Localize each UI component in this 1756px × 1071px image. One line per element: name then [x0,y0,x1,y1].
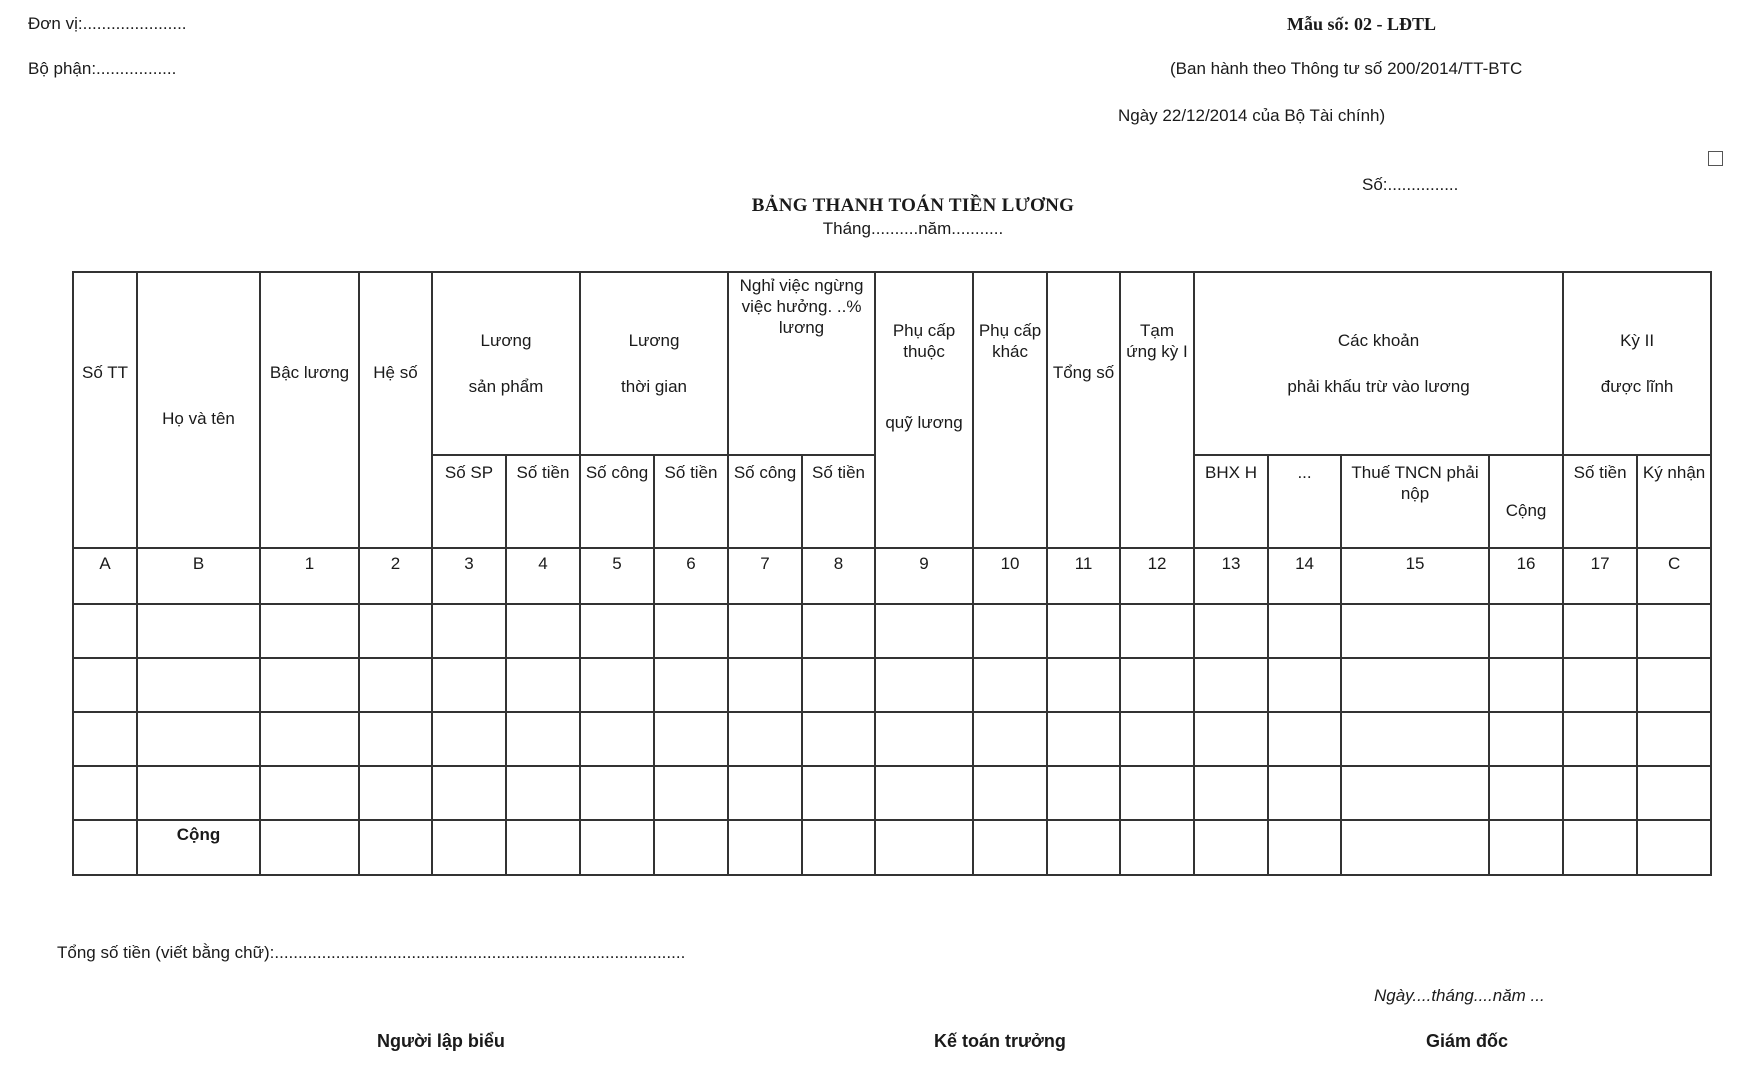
empty-cell[interactable] [973,658,1047,712]
empty-cell[interactable] [1120,820,1194,875]
empty-cell[interactable] [1563,766,1637,820]
empty-cell[interactable] [1489,766,1563,820]
page-title: BẢNG THANH TOÁN TIỀN LƯƠNG [751,195,1075,216]
empty-cell[interactable] [728,766,802,820]
empty-cell[interactable] [580,658,654,712]
empty-cell[interactable] [506,820,580,875]
empty-cell[interactable] [260,604,359,658]
index-cell: A [73,548,137,604]
col-header-total: Tổng số [1047,272,1120,548]
empty-cell[interactable] [359,766,432,820]
period2-line-1: Kỳ II [1620,331,1655,350]
empty-cell[interactable] [802,604,875,658]
page-subtitle: Tháng..........năm........... [822,219,1004,238]
department-label: Bộ phận:................. [28,59,177,78]
empty-cell[interactable] [654,766,728,820]
col-header-stt: Số TT [73,272,137,548]
deduct-line-1: Các khoản [1337,331,1420,350]
empty-cell[interactable] [1489,658,1563,712]
empty-cell[interactable] [506,712,580,766]
empty-cell[interactable] [802,658,875,712]
empty-cell[interactable] [1563,658,1637,712]
empty-cell[interactable] [432,604,506,658]
amount-in-words-label: Tổng số tiền (viết bằng chữ):....................................................................................... [57,943,686,962]
empty-cell[interactable] [260,712,359,766]
empty-cell[interactable] [1120,604,1194,658]
empty-cell[interactable] [1341,658,1489,712]
empty-cell[interactable] [359,820,432,875]
empty-cell[interactable] [654,712,728,766]
date-line: Ngày....tháng....năm ... [1374,986,1545,1005]
sub-header-leave-days: Số công [728,455,802,548]
empty-cell[interactable] [1268,604,1341,658]
empty-cell[interactable] [973,820,1047,875]
empty-cell[interactable] [432,712,506,766]
index-cell: 9 [875,548,973,604]
index-cell: 3 [432,548,506,604]
empty-cell[interactable] [1341,712,1489,766]
empty-cell[interactable] [875,712,973,766]
index-cell: 2 [359,548,432,604]
empty-cell[interactable] [875,766,973,820]
index-cell: C [1637,548,1711,604]
empty-cell[interactable] [260,658,359,712]
empty-cell[interactable] [432,658,506,712]
empty-cell[interactable] [1489,712,1563,766]
signature-preparer: Người lập biểu [377,1031,505,1051]
col-header-allow-fund [875,272,973,548]
col-header-name: Họ và tên [137,272,260,548]
empty-cell[interactable] [1637,766,1711,820]
empty-cell[interactable] [1268,658,1341,712]
col-header-advance: Tạm ứng kỳ I [1120,272,1194,548]
empty-cell[interactable] [728,658,802,712]
sub-header-leave-amount: Số tiền [802,455,875,548]
form-number: Mẫu số: 02 - LĐTL [1287,14,1437,34]
index-cell: 4 [506,548,580,604]
empty-cell[interactable] [875,604,973,658]
empty-cell[interactable] [73,712,137,766]
empty-cell[interactable] [1341,604,1489,658]
empty-cell[interactable] [506,766,580,820]
empty-cell[interactable] [580,712,654,766]
empty-cell[interactable] [654,820,728,875]
empty-cell[interactable] [359,604,432,658]
sub-header-time-amount: Số tiền [654,455,728,548]
col-header-period2 [1563,272,1711,455]
empty-cell[interactable] [580,766,654,820]
empty-cell[interactable] [1563,604,1637,658]
checkbox-icon[interactable] [1708,151,1723,166]
empty-cell[interactable] [1637,820,1711,875]
period2-line-2: được lĩnh [1600,377,1674,396]
col-header-coef: Hệ số [359,272,432,548]
empty-cell[interactable] [1489,604,1563,658]
index-cell: 6 [654,548,728,604]
empty-cell[interactable] [875,658,973,712]
sub-header-sign: Ký nhận [1637,455,1711,548]
empty-cell[interactable] [506,658,580,712]
col-header-deductions [1194,272,1563,455]
empty-cell[interactable] [1341,820,1489,875]
empty-cell[interactable] [654,604,728,658]
empty-cell[interactable] [1268,712,1341,766]
index-cell: 5 [580,548,654,604]
empty-cell[interactable] [359,658,432,712]
empty-cell[interactable] [728,820,802,875]
sub-header-product-amount: Số tiền [506,455,580,548]
empty-cell[interactable] [1047,658,1120,712]
index-cell: 16 [1489,548,1563,604]
table-row [73,604,1711,658]
empty-cell[interactable] [432,766,506,820]
empty-cell[interactable] [137,712,260,766]
empty-cell[interactable] [1194,766,1268,820]
col-header-time-salary [580,272,728,455]
col-header-product-salary [432,272,580,455]
empty-cell[interactable] [137,766,260,820]
table-row [73,766,1711,820]
empty-cell[interactable] [260,766,359,820]
table-row [73,658,1711,712]
empty-cell[interactable] [1120,712,1194,766]
total-label: Cộng [137,820,260,875]
empty-cell[interactable] [73,766,137,820]
empty-cell[interactable] [973,604,1047,658]
deduct-line-2: phải khấu trừ vào lương [1287,377,1470,396]
product-line-1: Lương [480,331,532,350]
empty-cell[interactable] [73,604,137,658]
empty-cell[interactable] [1120,658,1194,712]
index-cell: 14 [1268,548,1341,604]
index-row [73,548,1711,604]
col-header-grade: Bậc lương [260,272,359,548]
empty-cell[interactable] [1268,766,1341,820]
empty-cell[interactable] [137,604,260,658]
index-cell: 17 [1563,548,1637,604]
empty-cell[interactable] [973,766,1047,820]
empty-cell[interactable] [1047,766,1120,820]
empty-cell[interactable] [802,712,875,766]
empty-cell[interactable] [802,820,875,875]
issued-line-2: Ngày 22/12/2014 của Bộ Tài chính) [1118,106,1386,125]
empty-cell[interactable] [1047,820,1120,875]
empty-cell[interactable] [1194,658,1268,712]
sub-header-tax: Thuế TNCN phải nộp [1341,455,1489,548]
unit-label: Đơn vị:...................... [28,14,187,33]
sub-header-sum: Cộng [1489,455,1563,548]
empty-cell[interactable] [1489,820,1563,875]
empty-cell[interactable] [728,604,802,658]
col-header-leave: Nghỉ việc ngừng việc hưởng. ..% lương [728,272,875,455]
empty-cell[interactable] [1637,658,1711,712]
allow-fund-bottom: quỹ lương [885,413,963,432]
empty-cell[interactable] [973,712,1047,766]
index-cell: B [137,548,260,604]
sub-header-product-sp: Số SP [432,455,506,548]
signature-director: Giám đốc [1426,1031,1509,1051]
empty-cell[interactable] [359,712,432,766]
empty-cell[interactable] [432,820,506,875]
empty-cell[interactable] [1563,820,1637,875]
empty-cell[interactable] [580,604,654,658]
sub-header-time-days: Số công [580,455,654,548]
empty-cell[interactable] [1341,766,1489,820]
empty-cell[interactable] [1194,820,1268,875]
empty-cell[interactable] [1047,712,1120,766]
index-cell: 12 [1120,548,1194,604]
empty-cell[interactable] [802,766,875,820]
serial-label: Số:............... [1362,175,1459,194]
time-line-2: thời gian [621,377,687,396]
empty-cell[interactable] [260,820,359,875]
empty-cell[interactable] [1637,712,1711,766]
empty-cell[interactable] [137,658,260,712]
index-cell: 10 [973,548,1047,604]
payroll-table [72,271,1712,876]
empty-cell[interactable] [1637,604,1711,658]
issued-line-1: (Ban hành theo Thông tư số 200/2014/TT-BTC [1170,59,1523,78]
col-header-allow-other: Phụ cấp khác [973,272,1047,548]
allow-fund-top: Phụ cấp thuộc [892,321,956,361]
index-cell: 1 [260,548,359,604]
table-row [73,712,1711,766]
index-cell: 7 [728,548,802,604]
sub-header-bhxh: BHX H [1194,455,1268,548]
empty-cell[interactable] [73,658,137,712]
empty-cell[interactable] [654,658,728,712]
empty-cell[interactable] [73,820,137,875]
empty-cell[interactable] [1563,712,1637,766]
total-row [73,820,1711,875]
empty-cell[interactable] [1194,712,1268,766]
signature-chief-accountant: Kế toán trưởng [934,1031,1066,1051]
empty-cell[interactable] [1268,820,1341,875]
empty-cell[interactable] [728,712,802,766]
index-cell: 11 [1047,548,1120,604]
empty-cell[interactable] [1194,604,1268,658]
sub-header-dots: ... [1268,455,1341,548]
index-cell: 8 [802,548,875,604]
empty-cell[interactable] [580,820,654,875]
empty-cell[interactable] [1047,604,1120,658]
index-cell: 13 [1194,548,1268,604]
time-line-1: Lương [628,331,680,350]
empty-cell[interactable] [506,604,580,658]
empty-cell[interactable] [1120,766,1194,820]
index-cell: 15 [1341,548,1489,604]
product-line-2: sản phẩm [468,377,544,396]
sub-header-period2-amount: Số tiền [1563,455,1637,548]
empty-cell[interactable] [875,820,973,875]
